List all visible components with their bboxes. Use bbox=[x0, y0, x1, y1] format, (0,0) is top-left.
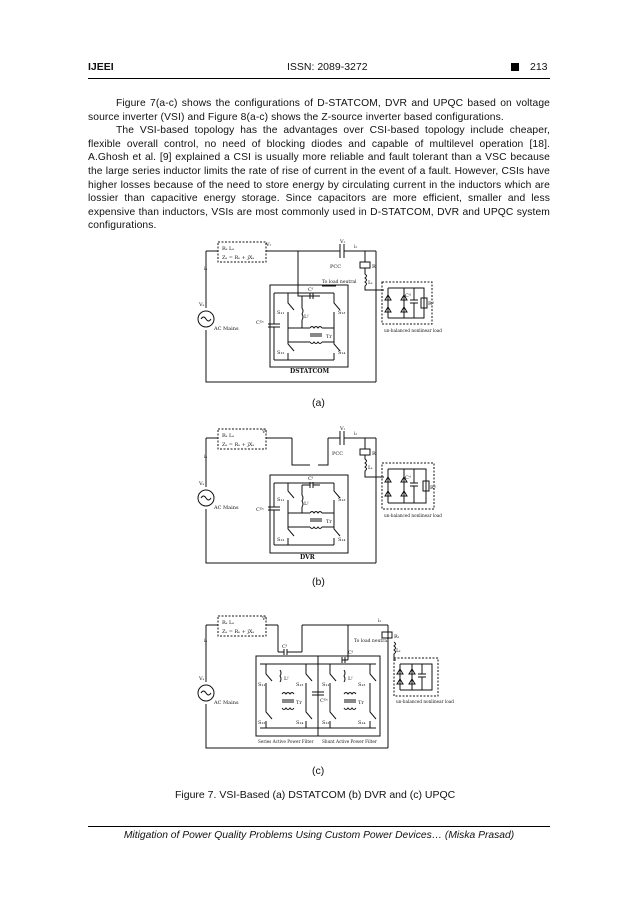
running-footer: Mitigation of Power Quality Problems Using Custom Power Devices… (Miska Prasad) bbox=[123, 830, 515, 841]
s11-label-series: S₁₁ bbox=[258, 682, 266, 688]
vt-label: Vₜ bbox=[266, 242, 271, 248]
il-label: iₗ bbox=[354, 244, 357, 250]
s12-label: S₁₂ bbox=[277, 350, 285, 356]
figure-a-subcaption: (a) bbox=[312, 397, 325, 409]
block-label: DSTATCOM bbox=[290, 368, 330, 375]
lf-label-shunt: Lᶠ bbox=[348, 676, 353, 682]
paragraph-1: Figure 7(a-c) shows the configurations of D-STATCOM, DVR and UPQC based on voltage source inverter (VSI) and Figure 8(a-c) shows the Z-source inverter based configurations. bbox=[88, 98, 550, 123]
load-label: un-balanced nonlinear load bbox=[384, 513, 442, 518]
tr-label: Tr bbox=[326, 519, 332, 525]
cf-label: Cᶠ bbox=[308, 476, 313, 482]
page-number: 213 bbox=[530, 61, 548, 73]
figure-b-dvr bbox=[198, 425, 440, 565]
square-bullet-icon bbox=[511, 63, 519, 71]
s13-label-shunt: S₁₃ bbox=[358, 682, 366, 688]
vl-label: Vₗ bbox=[340, 239, 345, 245]
series-apf-label: Series Active Power Filter bbox=[258, 739, 314, 744]
ac-mains-label: AC Mains bbox=[214, 505, 239, 511]
rd-label: Rᵈ bbox=[428, 301, 434, 307]
paragraph-2: The VSI-based topology has the advantages over CSI-based topology include cheaper, flexible overall control, no need of blocking diodes and capable of multilevel operation [18]. A.Ghosh et al. [9] explained a CSI is usually more reliable and fault tolerant than a VSC because the large series inductor limits the rate of rise of current in the event of a fault. However, CSIs have higher losses because of the need to store energy by circulating current in the inductors which are lossier than capacitive energy storage. Since capacitors are more efficient, smaller and less expensive than inductors, VSIs are most commonly used in D-STATCOM, DVR and UPQC system configurations. bbox=[88, 125, 550, 232]
to-load-label: To load neutral bbox=[354, 639, 389, 644]
rs-ls-label: Rₛ Lₛ bbox=[222, 620, 235, 626]
s12-label-shunt: S₁₂ bbox=[322, 720, 330, 726]
r1-label: Rₗ bbox=[394, 634, 399, 640]
vs-label: Vₛ bbox=[199, 481, 205, 487]
ac-mains-label: AC Mains bbox=[214, 700, 239, 706]
pcc-label: PCC bbox=[330, 264, 342, 270]
to-load-label: To load neutral bbox=[322, 280, 357, 285]
is-label: iₛ bbox=[204, 266, 208, 272]
is-label: iₛ bbox=[204, 454, 208, 460]
cf-label: Cᶠ bbox=[308, 287, 313, 293]
s14-label-series: S₁₄ bbox=[296, 720, 304, 726]
figure-a-dstatcom bbox=[198, 238, 440, 384]
l1-label: Lₗ bbox=[368, 465, 373, 471]
il-label: iₗ bbox=[354, 431, 357, 437]
shunt-apf-label: Shunt Active Power Filter bbox=[322, 739, 377, 744]
cf-label-series: Cᶠ bbox=[282, 644, 287, 650]
vt-label: Vₜ bbox=[262, 429, 267, 435]
r1-label: Rₗ bbox=[372, 451, 377, 457]
l1-label: Lₗ bbox=[368, 280, 373, 286]
pcc-label: PCC bbox=[332, 451, 344, 457]
s12-label-series: S₁₂ bbox=[258, 720, 266, 726]
cf-label-shunt: Cᶠ bbox=[348, 650, 353, 656]
r1-box bbox=[360, 262, 370, 268]
lf-label-series: Lᶠ bbox=[284, 676, 289, 682]
s14-label-shunt: S₁₄ bbox=[358, 720, 366, 726]
s13-label: S₁₃ bbox=[338, 497, 346, 503]
block-label: DVR bbox=[300, 554, 315, 561]
cdc-label: Cᴰᶜ bbox=[256, 320, 265, 326]
is-label: iₛ bbox=[204, 638, 208, 644]
cd-label: Cᵈ bbox=[405, 475, 411, 481]
l1-label: Lₗ bbox=[396, 648, 401, 654]
cdc-label: Cᴰᶜ bbox=[320, 698, 329, 704]
lf-label: Lᶠ bbox=[304, 501, 309, 507]
s13-label-series: S₁₃ bbox=[296, 682, 304, 688]
figure-b-subcaption: (b) bbox=[312, 576, 325, 588]
s14-label: S₁₄ bbox=[338, 350, 346, 356]
s13-label: S₁₃ bbox=[338, 310, 346, 316]
rd-label: Rᵈ bbox=[430, 485, 436, 491]
figure-caption: Figure 7. VSI-Based (a) DSTATCOM (b) DVR and (c) UPQC bbox=[175, 789, 456, 801]
figure-c-upqc bbox=[198, 612, 454, 752]
issn: ISSN: 2089-3272 bbox=[287, 61, 368, 73]
header-rule bbox=[88, 78, 550, 79]
rs-ls-label: Rₛ Lₛ bbox=[222, 433, 235, 439]
r1-label: Rₗ bbox=[372, 264, 377, 270]
load-label: un-balanced nonlinear load bbox=[384, 328, 442, 333]
s11-label: S₁₁ bbox=[277, 497, 285, 503]
il-label: iₗ bbox=[378, 618, 381, 624]
zs-label: Zₛ = Rₛ + jXₛ bbox=[222, 255, 255, 261]
ac-mains-label: AC Mains bbox=[214, 326, 239, 332]
vs-label: Vₛ bbox=[199, 302, 205, 308]
tr-label-series: Tr bbox=[296, 700, 302, 706]
s14-label: S₁₄ bbox=[338, 537, 346, 543]
tr-label: Tr bbox=[326, 334, 332, 340]
s11-label: S₁₁ bbox=[277, 310, 285, 316]
cdc-label: Cᴰᶜ bbox=[256, 507, 265, 513]
s12-label: S₁₂ bbox=[277, 537, 285, 543]
body-text bbox=[88, 97, 550, 233]
load-label: un-balanced nonlinear load bbox=[396, 699, 454, 704]
figure-c-subcaption: (c) bbox=[312, 765, 325, 777]
rs-ls-label: Rₛ Lₛ bbox=[222, 246, 235, 252]
zs-label: Zₛ = Rₛ + jXₛ bbox=[222, 442, 255, 448]
vs-label: Vₛ bbox=[199, 676, 205, 682]
lf-label: Lᶠ bbox=[304, 314, 309, 320]
tr-label-shunt: Tr bbox=[358, 700, 364, 706]
vt-label: Vₜ bbox=[262, 616, 267, 622]
journal-name: IJEEI bbox=[88, 61, 114, 73]
vl-label: Vₗ bbox=[340, 426, 345, 432]
footer-rule bbox=[88, 826, 550, 827]
zs-label: Zₛ = Rₛ + jXₛ bbox=[222, 629, 255, 635]
cd-label: Cᵈ bbox=[405, 293, 411, 299]
s11-label-shunt: S₁₁ bbox=[322, 682, 330, 688]
